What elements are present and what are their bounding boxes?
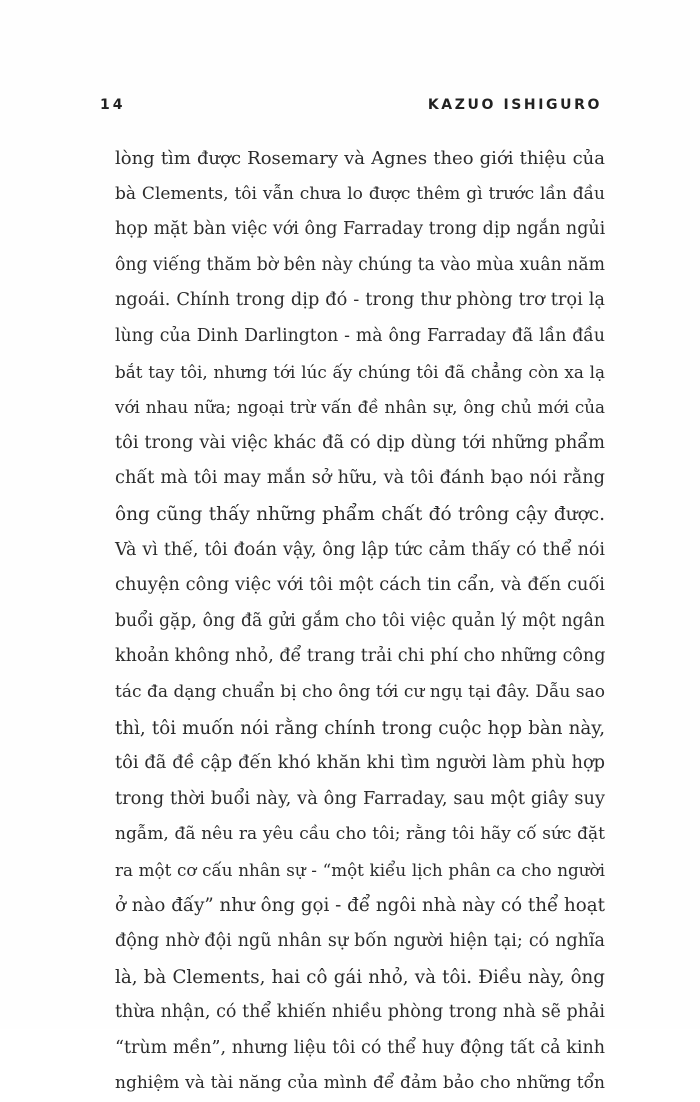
text-line: bắt tay tôi, nhưng tới lúc ấy chúng tôi đã chẳng còn xa lạ bbox=[115, 361, 605, 382]
text-line: thì, tôi muốn nói rằng chính trong cuộc họp bàn này, bbox=[115, 717, 605, 739]
text-line: khoản không nhỏ, để trang trải chi phí cho những công bbox=[115, 646, 606, 667]
text-line: buổi gặp, ông đã gửi gắm cho tôi việc quản lý một ngân bbox=[115, 610, 605, 631]
text-line: thừa nhận, có thể khiến nhiều phòng trong nhà sẽ phải bbox=[115, 1002, 605, 1023]
text-line: họp mặt bàn việc với ông Farraday trong dịp ngắn ngủi bbox=[115, 219, 606, 240]
text-line: với nhau nữa; ngoại trừ vấn đề nhân sự, ông chủ mới của bbox=[115, 397, 605, 418]
text-line: là, bà Clements, hai cô gái nhỏ, và tôi. Điều này, ông bbox=[115, 966, 605, 988]
text-line: lòng tìm được Rosemary và Agnes theo giới thiệu của bbox=[115, 148, 605, 169]
text-line: nghiệm và tài năng của mình để đảm bảo cho những tổn bbox=[115, 1073, 605, 1094]
text-line: ngẫm, đã nêu ra yêu cầu cho tôi; rằng tôi hãy cố sức đặt bbox=[115, 824, 605, 845]
page-header bbox=[100, 94, 602, 116]
body-paragraph bbox=[115, 141, 605, 1102]
text-line: ông cũng thấy những phẩm chất đó trông cậy được. bbox=[115, 503, 605, 525]
text-line: tác đa dạng chuẩn bị cho ông tới cư ngụ tại đây. Dẫu sao bbox=[115, 681, 605, 702]
text-line: chuyện công việc với tôi một cách tin cẩn, và đến cuối bbox=[115, 575, 605, 596]
text-line: động nhờ đội ngũ nhân sự bốn người hiện tại; có nghĩa bbox=[115, 931, 605, 952]
text-line: tôi trong vài việc khác đã có dịp dùng tới những phẩm bbox=[115, 432, 605, 453]
text-line: ông viếng thăm bờ bên này chúng ta vào mùa xuân năm bbox=[115, 254, 605, 275]
running-head-author: KAZUO ISHIGURO bbox=[427, 97, 602, 113]
text-line: bà Clements, tôi vẫn chưa lo được thêm gì trước lần đầu bbox=[115, 183, 605, 204]
page-number: 14 bbox=[100, 97, 126, 113]
text-line: “trùm mền”, nhưng liệu tôi có thể huy động tất cả kinh bbox=[115, 1037, 605, 1058]
text-line: tôi đã đề cập đến khó khăn khi tìm người làm phù hợp bbox=[115, 753, 605, 774]
text-line: chất mà tôi may mắn sở hữu, và tôi đánh bạo nói rằng bbox=[115, 468, 605, 489]
text-line: trong thời buổi này, và ông Farraday, sau một giây suy bbox=[115, 788, 605, 809]
text-line: Và vì thế, tôi đoán vậy, ông lập tức cảm thấy có thể nói bbox=[115, 539, 605, 560]
text-line: ra một cơ cấu nhân sự - “một kiểu lịch phân ca cho người bbox=[115, 859, 605, 880]
text-line: lùng của Dinh Darlington - mà ông Farraday đã lần đầu bbox=[115, 325, 605, 346]
text-line: ở nào đấy” như ông gọi - để ngôi nhà này có thể hoạt bbox=[115, 895, 605, 917]
text-line: ngoái. Chính trong dịp đó - trong thư phòng trơ trọi lạ bbox=[115, 290, 605, 311]
